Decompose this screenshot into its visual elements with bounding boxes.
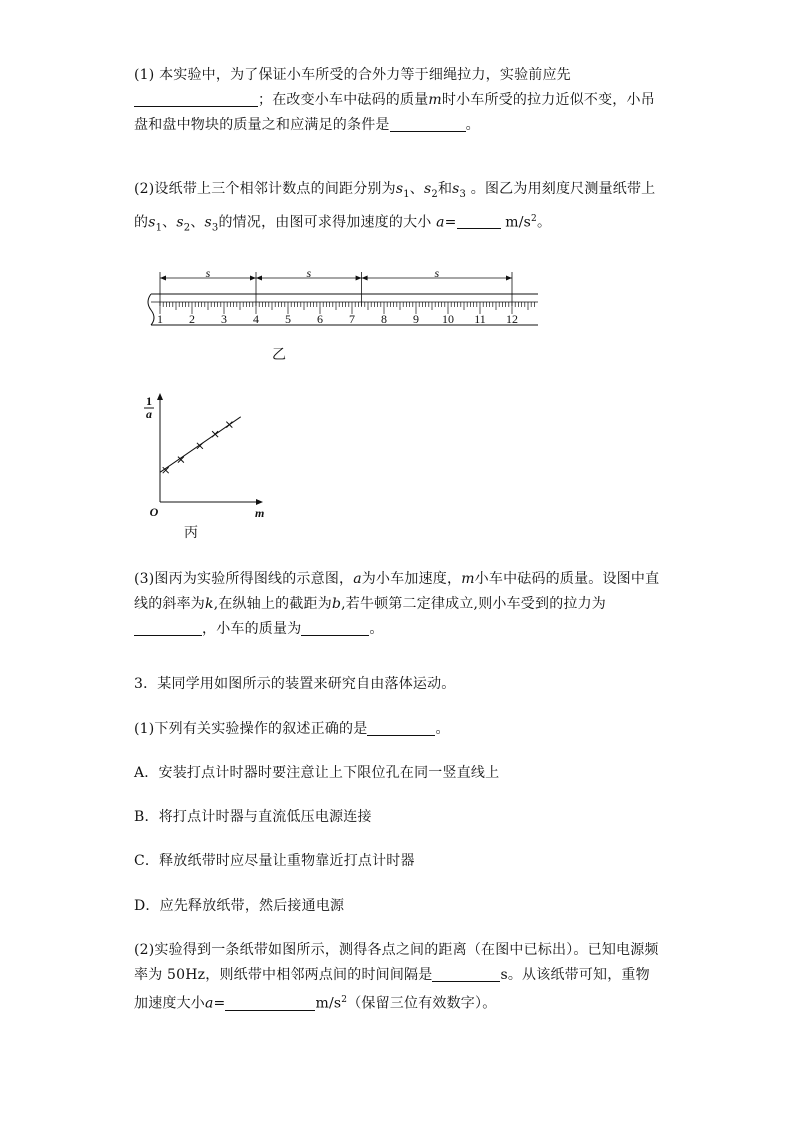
- x-label: m: [255, 506, 265, 520]
- data-point-cross: [226, 422, 232, 428]
- ruler-number: 5: [285, 312, 291, 326]
- dimension-label: s: [306, 268, 312, 280]
- question-1-paragraph: (1) 本实验中，为了保证小车所受的合外力等于细绳拉力，实验前应先 ；在改变小车中砝码的质量m时小车所受的拉力近似不变，小吊盘和盘中物块的质量之和应满足的条件是 。: [134, 67, 655, 133]
- arrow-head-right: [250, 276, 256, 281]
- option-a[interactable]: A．安装打点计时器时要注意让上下限位孔在同一竖直线上: [134, 765, 500, 781]
- ruler-figure: [143, 268, 543, 328]
- problem-3-question-1: (1)下列有关实验操作的叙述正确的是 。: [134, 721, 450, 737]
- answer-blank[interactable]: [390, 115, 466, 132]
- answer-blank[interactable]: [367, 719, 435, 736]
- arrow-head-left: [362, 276, 368, 281]
- option-d[interactable]: D．应先释放纸带，然后接通电源: [134, 898, 345, 914]
- origin-label: O: [149, 505, 159, 519]
- ruler-number: 12: [506, 312, 518, 326]
- data-point-cross: [212, 431, 218, 437]
- answer-blank[interactable]: [225, 994, 315, 1011]
- question-2-paragraph: (2)设纸带上三个相邻计数点的间距分别为$s_1$、$s_2$和$s_3$ 。图乙为用刻度尺测量纸带上的$s_1$、$s_2$、$s_3$的情况，由图可求得加速度的大小 $a= m/s^2$。: [134, 181, 656, 234]
- graph-caption: 丙: [184, 525, 198, 541]
- question-3-paragraph: (3)图丙为实验所得图线的示意图，a为小车加速度，m小车中砝码的质量。设图中直线的斜率为k,在纵轴上的截距为b,若牛顿第二定律成立,则小车受到的拉力为，小车的质量为 。: [134, 571, 660, 637]
- ruler-number: 4: [253, 312, 259, 326]
- ruler-number: 2: [189, 312, 195, 326]
- ruler-number: 8: [381, 312, 387, 326]
- arrow-head-right: [356, 276, 362, 281]
- answer-blank[interactable]: [457, 212, 501, 229]
- dimension-label: s: [205, 268, 211, 280]
- answer-blank[interactable]: [301, 619, 369, 636]
- inverse-acceleration-graph: [138, 390, 268, 520]
- ruler-number: 6: [317, 312, 323, 326]
- ruler-break-left: [148, 294, 154, 325]
- ruler-number: 9: [413, 312, 419, 326]
- problem-3-question-2: (2)实验得到一条纸带如图所示，测得各点之间的距离（在图中已标出）。已知电源频率为 50Hz，则纸带中相邻两点间的时间间隔是 s。从该纸带可知，重物加速度大小$a= m/s^2$（保留三位有效数字）。: [134, 942, 659, 1012]
- answer-blank[interactable]: [432, 965, 500, 982]
- y-axis-arrow: [157, 393, 163, 400]
- answer-blank[interactable]: [134, 619, 202, 636]
- ruler-number: 3: [221, 312, 227, 326]
- option-b[interactable]: B．将打点计时器与直流低压电源连接: [134, 809, 372, 825]
- x-axis-arrow: [256, 499, 263, 505]
- ruler-number: 1: [157, 312, 163, 326]
- ruler-number: 7: [349, 312, 355, 326]
- ruler-number: 11: [474, 312, 486, 326]
- arrow-head-right: [506, 276, 512, 281]
- dimension-label: s: [434, 268, 440, 280]
- y-label-denominator: a: [146, 407, 152, 421]
- answer-blank[interactable]: [134, 90, 258, 107]
- ruler-caption: 乙: [272, 347, 286, 363]
- problem-3-title: 3．某同学用如图所示的装置来研究自由落体运动。: [134, 676, 456, 692]
- arrow-head-left: [256, 276, 262, 281]
- arrow-head-left: [160, 276, 166, 281]
- y-label-numerator: 1: [146, 394, 152, 408]
- ruler-number: 10: [442, 312, 454, 326]
- option-c[interactable]: C．释放纸带时应尽量让重物靠近打点计时器: [134, 853, 415, 869]
